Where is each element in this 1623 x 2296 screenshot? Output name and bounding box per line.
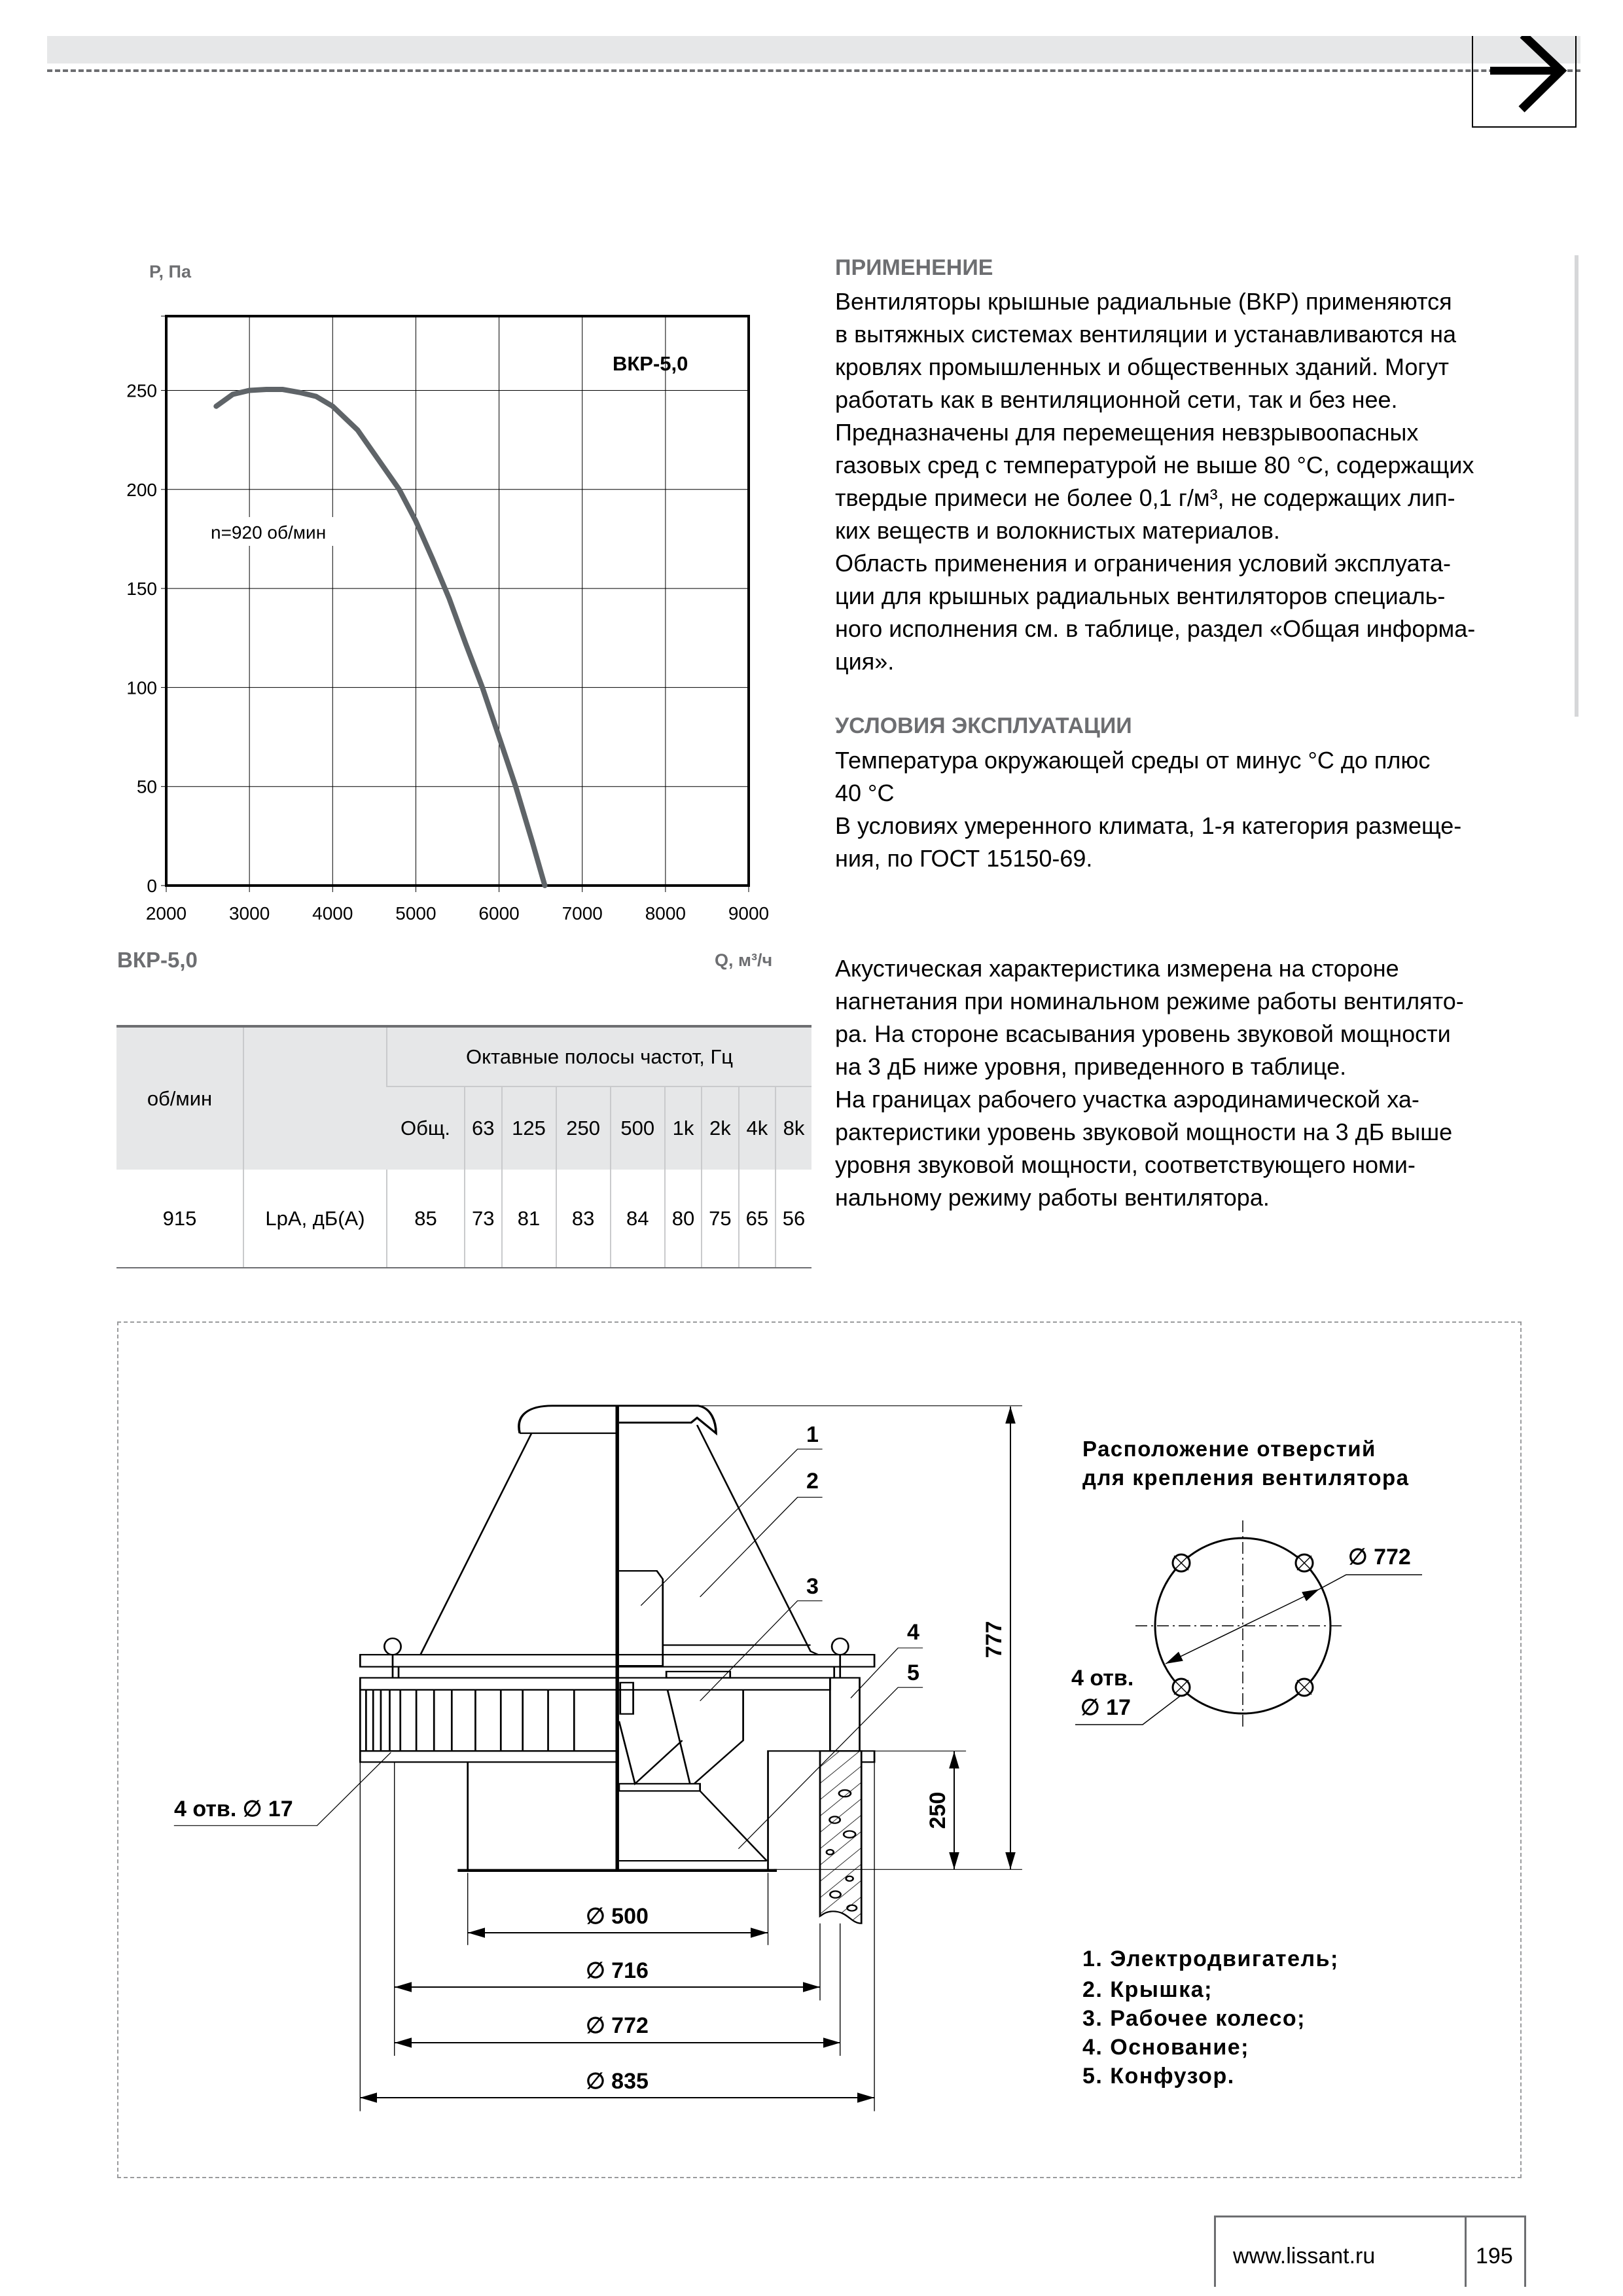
- dim-dia-772: ∅ 772: [586, 2013, 649, 2038]
- y-tick-label: 0: [147, 876, 157, 896]
- text-line: Вентиляторы крышные радиальные (ВКР) применяются: [835, 288, 1452, 315]
- cell-value: 85: [387, 1170, 465, 1268]
- header-band-8: 8k: [776, 1086, 812, 1170]
- footer: [1214, 2215, 1526, 2287]
- header-band-6: 2k: [702, 1086, 738, 1170]
- text-line: работать как в вентиляционной сети, так и без нее.: [835, 386, 1398, 413]
- legend-item: 2. Крышка;: [1082, 1977, 1213, 2002]
- callout-2: 2: [806, 1469, 819, 1494]
- y-tick-label: 50: [136, 776, 157, 797]
- callout-4: 4: [907, 1620, 919, 1645]
- text-line: Предназначены для перемещения невзрывоопасных: [835, 419, 1419, 446]
- legend-item: 5. Конфузор.: [1082, 2064, 1235, 2089]
- text-line: 40 °C: [835, 780, 895, 806]
- x-tick-label: 6000: [478, 903, 520, 924]
- header-band-4: 500: [611, 1086, 665, 1170]
- dim-height-inlet: 250: [925, 1791, 950, 1829]
- header-band-1: 63: [465, 1086, 501, 1170]
- chart-y-label: P, Па: [149, 262, 191, 281]
- cell-value: 80: [665, 1170, 702, 1268]
- text-line: на 3 дБ ниже уровня, приведенного в таблице.: [835, 1053, 1347, 1080]
- chart-annotation: n=920 об/мин: [211, 522, 327, 543]
- legend-item: 4. Основание;: [1082, 2035, 1249, 2060]
- text-line: В условиях умеренного климата, 1-я категория размеще-: [835, 812, 1462, 839]
- y-tick-label: 100: [126, 677, 157, 698]
- page-number: 195: [1476, 2244, 1513, 2269]
- cell-value: 81: [502, 1170, 556, 1268]
- text-line: На границах рабочего участка аэродинамической ха-: [835, 1086, 1419, 1113]
- text-line: твердые примеси не более 0,1 г/м³, не содержащих лип-: [835, 484, 1455, 511]
- mount-title-line1: Расположение отверстий: [1082, 1437, 1376, 1461]
- header-band-3: 250: [556, 1086, 611, 1170]
- header-band-2: 125: [502, 1086, 556, 1170]
- cell-value: 75: [702, 1170, 738, 1268]
- x-tick-label: 8000: [645, 903, 687, 924]
- cell-value: 65: [739, 1170, 776, 1268]
- text-line: Температура окружающей среды от минус °C до плюс: [835, 747, 1431, 774]
- header-band-5: 1k: [665, 1086, 702, 1170]
- parts-legend: [1082, 1946, 1339, 2089]
- x-tick-label: 2000: [145, 903, 187, 924]
- table-title: ВКР-5,0: [117, 948, 198, 972]
- x-tick-label: 5000: [395, 903, 437, 924]
- text-line: ции для крышных радиальных вентиляторов специаль-: [835, 583, 1446, 609]
- callout-1: 1: [806, 1422, 819, 1447]
- text-line: в вытяжных системах вентиляции и устанавливаются на: [835, 321, 1457, 348]
- website-link[interactable]: www.lissant.ru: [1233, 2244, 1376, 2269]
- chart-title: ВКР-5,0: [613, 352, 688, 375]
- x-tick-label: 7000: [562, 903, 603, 924]
- text-line: ция».: [835, 648, 895, 675]
- callout-3: 3: [806, 1574, 819, 1599]
- mount-title-line2: для крепления вентилятора: [1082, 1465, 1410, 1490]
- dim-dia-835: ∅ 835: [586, 2069, 649, 2094]
- y-tick-label: 150: [126, 579, 157, 600]
- cell-rpm: 915: [162, 1207, 197, 1230]
- text-line: ния, по ГОСТ 15150-69.: [835, 845, 1093, 872]
- cell-value: 84: [611, 1170, 665, 1268]
- text-line: Акустическая характеристика измерена на стороне: [835, 955, 1399, 982]
- text-line: ного исполнения см. в таблице, раздел «Общая информа-: [835, 615, 1476, 642]
- text-line: газовых сред с температурой не выше 80 °C, содержащих: [835, 452, 1474, 478]
- dim-dia-500: ∅ 500: [586, 1904, 649, 1929]
- conditions-heading: УСЛОВИЯ ЭКСПЛУАТАЦИИ: [835, 713, 1132, 738]
- chart-x-label: Q, м³/ч: [715, 950, 773, 970]
- dimension-lines: [360, 1407, 1010, 2098]
- y-tick-label: 250: [126, 380, 157, 401]
- text-line: уровня звуковой мощности, соответствующего номи-: [835, 1151, 1416, 1178]
- x-tick-label: 3000: [228, 903, 270, 924]
- y-tick-label: 200: [126, 479, 157, 500]
- header-band-0: Общ.: [387, 1086, 465, 1170]
- cell-value: 73: [465, 1170, 501, 1268]
- text-line: нагнетания при номинальном режиме работы вентилято-: [835, 988, 1464, 1014]
- text-line: нальному режиму работы вентилятора.: [835, 1184, 1270, 1211]
- text-line: ра. На стороне всасывания уровень звуковой мощности: [835, 1020, 1451, 1047]
- mounting-hole-diagram: [1071, 1437, 1422, 1729]
- application-heading: ПРИМЕНЕНИЕ: [835, 255, 993, 280]
- header-band-7: 4k: [739, 1086, 776, 1170]
- text-line: рактеристики уровень звуковой мощности на 3 дБ выше: [835, 1119, 1453, 1145]
- cell-param: LpA, дБ(A): [243, 1170, 387, 1268]
- legend-item: 3. Рабочее колесо;: [1082, 2006, 1306, 2031]
- dim-height-total: 777: [982, 1621, 1007, 1659]
- callout-5: 5: [907, 1660, 919, 1685]
- mount-dia-label: ∅ 772: [1348, 1545, 1411, 1570]
- header-rpm: об/мин: [116, 1028, 243, 1170]
- holes-label: 4 отв. ∅ 17: [174, 1797, 293, 1821]
- text-line: ких веществ и волокнистых материалов.: [835, 517, 1280, 544]
- cell-value: 56: [776, 1170, 812, 1268]
- header-bands: Октавные полосы частот, Гц: [387, 1028, 812, 1086]
- fan-side-view: [174, 1406, 1022, 2111]
- legend-item: 1. Электродвигатель;: [1082, 1946, 1339, 1971]
- text-line: Область применения и ограничения условий эксплуата-: [835, 550, 1451, 577]
- mount-holes-count: 4 отв.: [1071, 1666, 1134, 1691]
- dim-dia-716: ∅ 716: [586, 1958, 649, 1983]
- x-tick-label: 9000: [728, 903, 770, 924]
- text-line: кровлях промышленных и общественных зданий. Могут: [835, 353, 1450, 380]
- x-tick-label: 4000: [312, 903, 353, 924]
- cell-value: 83: [556, 1170, 611, 1268]
- mount-holes-dia: ∅ 17: [1080, 1695, 1131, 1720]
